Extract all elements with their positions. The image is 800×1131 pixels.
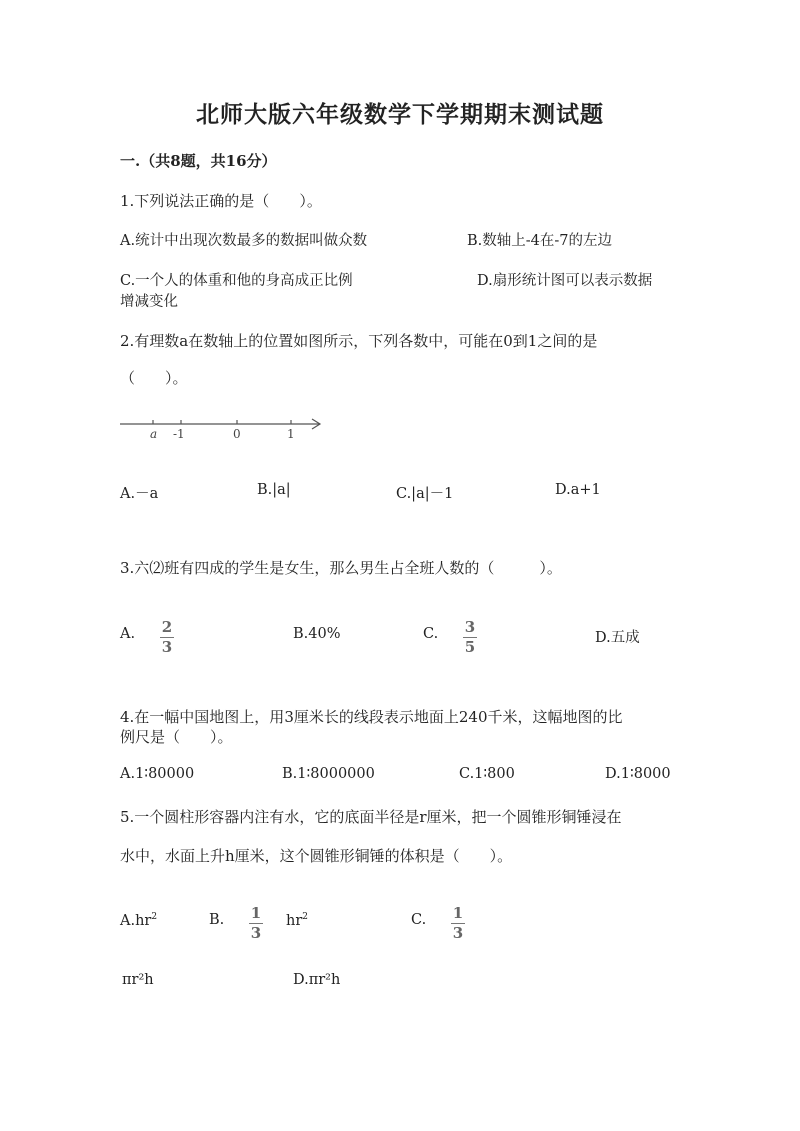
number-line-figure <box>115 410 330 445</box>
fraction-numerator: 1 <box>452 904 464 922</box>
question-1-option-d: D.扇形统计图可以表示数据 <box>477 273 653 289</box>
question-4-stem: 4.在一幅中国地图上，用3厘米长的线段表示地面上240千米，这幅地图的比 <box>120 708 623 726</box>
question-3-option-a-fraction <box>160 619 174 656</box>
question-1-option-a: A.统计中出现次数最多的数据叫做众数 <box>120 233 368 249</box>
option-b-exponent: 2 <box>302 912 309 922</box>
question-2-option-a: A.－a <box>120 486 159 502</box>
fraction-denominator: 3 <box>452 924 464 942</box>
question-3-option-c: C. <box>423 626 439 642</box>
question-5-option-b-fraction <box>249 905 263 942</box>
question-5-option-c-tail: πr²h <box>122 972 154 988</box>
question-3-option-a: A. <box>120 626 136 642</box>
fraction-denominator: 3 <box>161 638 173 656</box>
question-5-option-b-tail <box>286 912 308 929</box>
option-a-exponent: 2 <box>151 912 158 922</box>
section-heading: 一.（共8题，共16分） <box>120 152 277 170</box>
question-3-stem: 3.六⑵班有四成的学生是女生，那么男生占全班人数的（ ）。 <box>120 559 562 577</box>
question-5-option-c-fraction <box>451 905 465 942</box>
page-title: 北师大版六年级数学下学期期末测试题 <box>196 101 604 128</box>
fraction-numerator: 1 <box>250 904 262 922</box>
question-3-option-d: D.五成 <box>595 630 640 646</box>
question-4-option-d: D.1∶8000 <box>605 766 671 782</box>
question-1-option-d-continued: 增减变化 <box>120 294 178 310</box>
question-5-stem-continued: 水中，水面上升h厘米，这个圆锥形铜锤的体积是（ ）。 <box>120 847 513 865</box>
question-2-option-c: C.|a|－1 <box>396 486 454 502</box>
fraction-numerator: 3 <box>464 618 476 636</box>
question-2-option-b: B.|a| <box>257 482 291 498</box>
question-1-stem: 1.下列说法正确的是（ ）。 <box>120 192 322 210</box>
question-2-stem: 2.有理数a在数轴上的位置如图所示，下列各数中，可能在0到1之间的是 <box>120 332 598 350</box>
fraction-denominator: 3 <box>250 924 262 942</box>
label-a: a <box>150 427 158 441</box>
question-3-option-c-fraction <box>463 619 477 656</box>
fraction-denominator: 5 <box>464 638 476 656</box>
question-5-option-c: C. <box>411 912 427 928</box>
question-4-option-b: B.1∶8000000 <box>282 766 375 782</box>
question-1-option-b: B.数轴上-4在-7的左边 <box>467 233 613 249</box>
question-4-option-a: A.1∶80000 <box>120 766 195 782</box>
option-b-tail-text: hr <box>286 912 303 929</box>
question-5-option-d: D.πr²h <box>293 972 341 988</box>
question-5-stem: 5.一个圆柱形容器内注有水，它的底面半径是r厘米，把一个圆锥形铜锤浸在 <box>120 808 622 826</box>
question-2-stem-continued: （ ）。 <box>120 369 188 387</box>
label-minus-1: -1 <box>173 427 185 441</box>
question-2-option-d: D.a+1 <box>555 482 601 498</box>
fraction-numerator: 2 <box>161 618 173 636</box>
option-a-text: A.hr <box>120 912 152 929</box>
question-1-option-c: C.一个人的体重和他的身高成正比例 <box>120 273 353 289</box>
question-4-option-c: C.1∶800 <box>459 766 515 782</box>
question-4-stem-continued: 例尺是（ ）。 <box>120 728 233 746</box>
label-1: 1 <box>287 427 295 441</box>
question-5-option-b: B. <box>209 912 225 928</box>
question-3-option-b: B.40% <box>293 626 341 642</box>
question-5-option-a <box>120 912 157 929</box>
label-0: 0 <box>233 427 241 441</box>
